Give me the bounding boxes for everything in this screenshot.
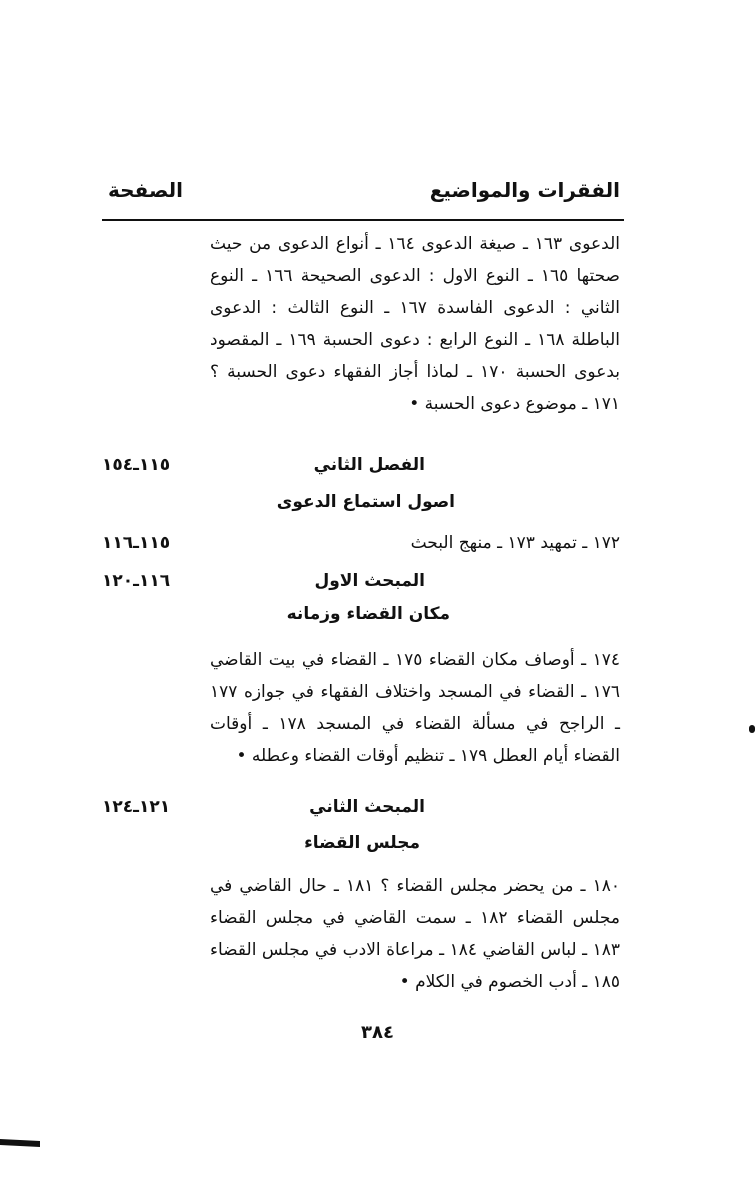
page-number: ٣٨٤ bbox=[361, 1022, 394, 1043]
section1-title: المبحث الاول bbox=[314, 571, 425, 591]
header-title: الفقرات والمواضيع bbox=[429, 178, 620, 202]
section2-subtitle: مجلس القضاء bbox=[304, 833, 420, 853]
item172-text: ١٧٢ ـ تمهيد ١٧٣ ـ منهج البحث bbox=[410, 533, 620, 553]
header-page-column: الصفحة bbox=[108, 178, 184, 202]
section1-pages: ١١٦ـ١٢٠ bbox=[102, 571, 171, 591]
chapter2-pages: ١١٥ـ١٥٤ bbox=[102, 455, 171, 475]
section1-subtitle: مكان القضاء وزمانه bbox=[286, 604, 450, 624]
scan-dot-mark bbox=[749, 725, 755, 733]
section2-title: المبحث الثاني bbox=[309, 797, 425, 817]
item172-pages: ١١٥ـ١١٦ bbox=[102, 533, 171, 553]
section1-paragraph: ١٧٤ ـ أوصاف مكان القضاء ١٧٥ ـ القضاء في بيت القاضي ١٧٦ ـ القضاء في المسجد واختلاف الفقهاء في جوازه ١٧٧ ـ الراجح في مسألة القضاء في المسجد ١٧٨ ـ أوقات القضاء أيام العطل ١٧٩ ـ تنظيم أوقات القضاء وعطله • bbox=[210, 650, 621, 766]
scan-edge-mark bbox=[0, 1139, 40, 1147]
header-divider bbox=[102, 219, 624, 221]
section2-paragraph: ١٨٠ ـ من يحضر مجلس القضاء ؟ ١٨١ ـ حال القاضي في مجلس القضاء ١٨٢ ـ سمت القاضي في مجلس القضاء ١٨٣ ـ لباس القاضي ١٨٤ ـ مراعاة الادب في مجلس القضاء ١٨٥ ـ أدب الخصوم في الكلام • bbox=[210, 876, 620, 992]
intro-paragraph: الدعوى ١٦٣ ـ صيغة الدعوى ١٦٤ ـ أنواع الدعوى من حيث صحتها ١٦٥ ـ النوع الاول : الدعوى الصحيحة ١٦٦ ـ النوع الثاني : الدعوى الفاسدة ١٦٧ ـ النوع الثالث : الدعوى الباطلة ١٦٨ ـ النوع الرابع : دعوى الحسبة ١٦٩ ـ المقصود بدعوى الحسبة ١٧٠ ـ لماذا أجاز الفقهاء دعوى الحسبة ؟ ١٧١ ـ موضوع دعوى الحسبة • bbox=[210, 234, 620, 414]
chapter2-subtitle: اصول استماع الدعوى bbox=[276, 492, 455, 512]
chapter2-title: الفصل الثاني bbox=[313, 455, 425, 475]
section2-pages: ١٢١ـ١٢٤ bbox=[102, 797, 171, 817]
